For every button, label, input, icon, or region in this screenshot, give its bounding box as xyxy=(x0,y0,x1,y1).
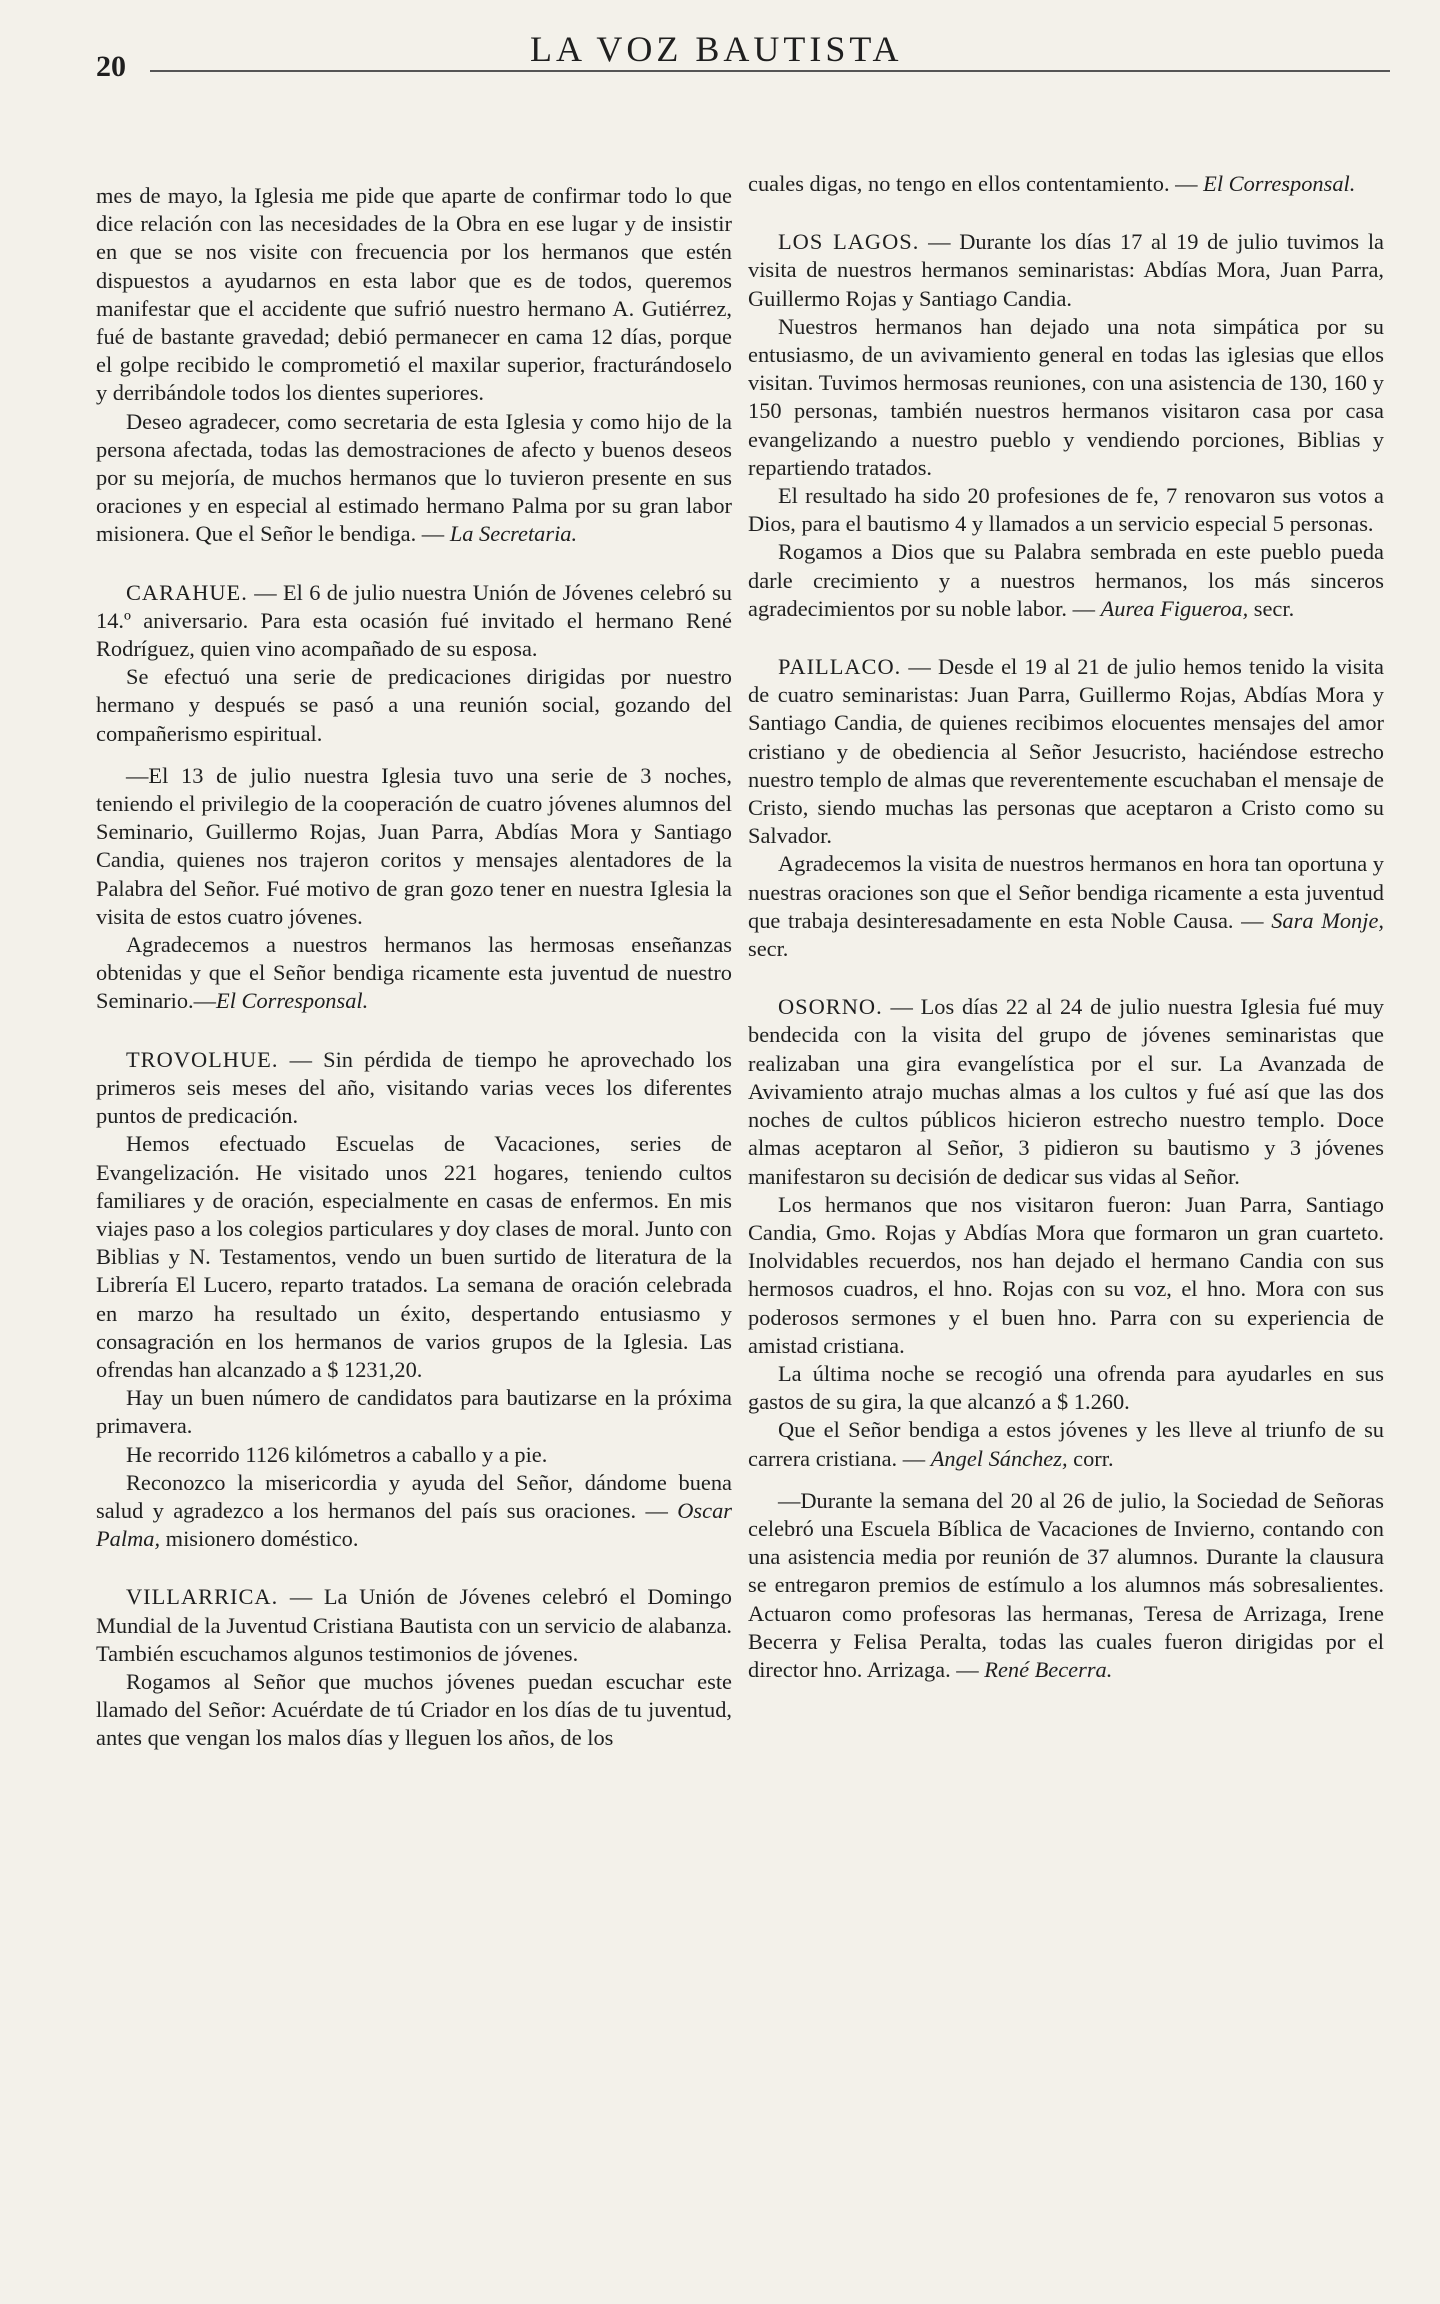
paragraph: mes de mayo, la Iglesia me pide que aparte de confirmar todo lo que dice relación con las necesidades de la Obra en ese lugar y de insistir en que se nos visite con frecuencia por los hermanos que estén dispuestos a ayudarnos en esta labor que es de todos, queremos manifestar que el accidente que sufrió nuestro hermano A. Gutiérrez, fué de bastante gravedad; debió permanecer en cama 12 días, porque el golpe recibido le comprometió el maxilar superior, fracturándoselo y derribándole todos los dientes superiores. xyxy=(96,183,732,406)
paragraph-text: Agradecemos a nuestros hermanos las hermosas enseñanzas obtenidas y que el Señor bendiga ricamente esta juventud de nuestro Seminario.— xyxy=(96,932,732,1014)
paragraph-text: — Sin pérdida de tiempo he aprovechado los primeros seis meses del año, visitando varias veces los diferentes puntos de predicación. xyxy=(96,1046,732,1129)
report-osorno xyxy=(748,993,1384,1190)
report-carahue xyxy=(96,579,732,664)
signature: El Corresponsal. xyxy=(1203,171,1356,196)
paragraph: Los hermanos que nos visitaron fueron: Juan Parra, Santiago Candia, Gmo. Rojas y Abdías Mora que formaron un gran cuarteto. Inolvidables recuerdos, nos han dejado el hermano Candia con sus hermosos cuadros, el hno. Rojas con su voz, el hno. Mora con sus poderosos sermones y el buen hno. Parra con su experiencia de amistad cristiana. xyxy=(748,1191,1384,1358)
paragraph-text: secr. xyxy=(748,936,789,962)
section-gap xyxy=(96,1016,732,1046)
place-heading: OSORNO. xyxy=(778,994,883,1020)
paragraph-gap xyxy=(96,748,732,762)
page-number: 20 xyxy=(96,50,126,83)
signature: Aurea Figueroa, xyxy=(1100,595,1249,621)
report-trovolhue xyxy=(96,1046,732,1131)
section-gap xyxy=(96,1553,732,1583)
paragraph: Se efectuó una serie de predicaciones dirigidas por nuestro hermano y después se pasó a una reunión social, gozando del compañerismo espiritual. xyxy=(96,664,732,746)
report-paillaco xyxy=(748,653,1384,850)
paragraph: Hemos efectuado Escuelas de Vacaciones, series de Evangelización. He visitado unos 221 hogares, teniendo cultos familiares y de oración, especialmente en casas de enfermos. En mis viajes paso a los colegios particulares y doy clases de moral. Junto con Biblias y N. Testamentos, vendo un buen surtido de literatura de la Librería El Lucero, reparto tratados. La semana de oración celebrada en marzo ha resultado un éxito, despertando entusiasmo y consagración en los hermanos de varios grupos de la Iglesia. Las ofrendas han alcanzado a $ 1231,20. xyxy=(96,1131,732,1382)
paragraph-text: — Los días 22 al 24 de julio nuestra Iglesia fué muy bendecida con la visita del grupo de jóvenes seminaristas que realizaban una gira evangelística por el sur. La Avanzada de Avivamiento atrajo muchas almas a los cultos y fué así que las dos noches de cultos públicos hicieron estrecho nuestro templo. Doce almas aceptaron al Señor, 3 pidieron su bautismo y 3 jóvenes manifestaron su decisión de dedicar sus vidas al Señor. xyxy=(748,994,1384,1189)
paragraph xyxy=(96,408,732,549)
paragraph xyxy=(96,931,732,1016)
signature: El Corresponsal. xyxy=(216,988,369,1014)
paragraph: Hay un buen número de candidatos para bautizarse en la próxima primavera. xyxy=(96,1385,732,1439)
paragraph xyxy=(748,170,1384,198)
paragraph-text: Rogamos a Dios que su Palabra sembrada en este pueblo pueda darle crecimiento y a nuestros hermanos, los más sinceros agradecimientos por su noble labor. — xyxy=(748,539,1384,621)
section-gap xyxy=(748,623,1384,653)
paragraph: —El 13 de julio nuestra Iglesia tuvo una serie de 3 noches, teniendo el privilegio de la cooperación de cuatro jóvenes alumnos del Seminario, Guillermo Rojas, Juan Parra, Abdías Mora y Santiago Candia, quienes nos trajeron coritos y mensajes alentadores de la Palabra del Señor. Fué motivo de gran gozo tener en nuestra Iglesia la visita de estos cuatro jóvenes. xyxy=(96,762,732,929)
paragraph xyxy=(748,850,1384,963)
paragraph-text: Reconozco la misericordia y ayuda del Señor, dándome buena salud y agradezco a los hermanos del país sus oraciones. — xyxy=(96,1469,732,1523)
signature: Sara Monje, xyxy=(1271,907,1384,933)
paragraph-text: —Durante la semana del 20 al 26 de julio, la Sociedad de Señoras celebró una Escuela Bíblica de Vacaciones de Invierno, contando con una asistencia media por reunión de 37 alumnos. Durante la clausura se entregaron premios de estímulo a los alumnos más sobresalientes. Actuaron como profesoras las hermanas, Teresa de Arrizaga, Irene Becerra y Felisa Peralta, todas las cuales fueron dirigidas por el director hno. Arrizaga. — xyxy=(748,1487,1384,1682)
paragraph-text: — Desde el 19 al 21 de julio hemos tenido la visita de cuatro seminaristas: Juan Parra, Guillermo Rojas, Abdías Mora y Santiago Candia, de quienes recibimos elocuentes mensajes del amor cristiano y de obediencia al Señor Jesucristo, haciéndose estrecho nuestro templo de almas que reverentemente escuchaban el mensaje de Cristo, siendo muchas las personas que aceptaron a Cristo como su Salvador. xyxy=(748,654,1384,849)
signature: La Secretaria. xyxy=(449,521,578,547)
paragraph-text: secr. xyxy=(1248,595,1295,621)
paragraph: Rogamos al Señor que muchos jóvenes puedan escuchar este llamado del Señor: Acuérdate de tú Criador en los días de tu juventud, antes que vengan los malos días y lleguen los años, de los xyxy=(96,1668,732,1751)
report-villarrica xyxy=(96,1583,732,1668)
place-heading: PAILLACO. xyxy=(778,654,902,680)
paragraph-text: — La Unión de Jóvenes celebró el Domingo Mundial de la Juventud Cristiana Bautista con un servicio de alabanza. También escuchamos algunos testimonios de jóvenes. xyxy=(96,1584,732,1666)
running-title: LA VOZ BAUTISTA xyxy=(530,29,903,69)
paragraph xyxy=(748,538,1384,623)
report-los-lagos xyxy=(748,228,1384,313)
paragraph-text: Deseo agradecer, como secretaria de esta Iglesia y como hijo de la persona afectada, todas las demostraciones de afecto y buenos deseos por su mejoría, de muchos hermanos que lo tuvieron presente en sus oraciones y en especial al estimado hermano Palma por su gran labor misionera. Que el Señor le bendiga. — xyxy=(96,408,732,547)
signature: Oscar Palma, xyxy=(96,1497,732,1552)
paragraph-text: cuales digas, no tengo en ellos contentamiento. — xyxy=(748,171,1204,196)
paragraph xyxy=(748,1487,1384,1684)
paragraph: La última noche se recogió una ofrenda para ayudarles en sus gastos de su gira, la que alcanzó a $ 1.260. xyxy=(748,1360,1384,1415)
right-column xyxy=(748,170,1384,1684)
paragraph-text: Agradecemos la visita de nuestros hermanos en hora tan oportuna y nuestras oraciones son que el Señor bendiga ricamente a esta juventud que trabaja desinteresadamente en esta Noble Causa. — xyxy=(748,851,1384,933)
paragraph-text: misionero doméstico. xyxy=(160,1526,359,1552)
paragraph-text: — Durante los días 17 al 19 de julio tuvimos la visita de nuestros hermanos seminaristas: Abdías Mora, Juan Parra, Guillermo Rojas y Santiago Candia. xyxy=(748,229,1384,311)
signature: Angel Sánchez, xyxy=(930,1445,1068,1471)
place-heading: LOS LAGOS. xyxy=(778,229,920,255)
paragraph-text: corr. xyxy=(1067,1445,1114,1471)
paragraph: He recorrido 1126 kilómetros a caballo y a pie. xyxy=(126,1441,548,1467)
signature: René Becerra. xyxy=(984,1656,1113,1682)
paragraph: El resultado ha sido 20 profesiones de fe, 7 renovaron sus votos a Dios, para el bautismo 4 y llamados a un servicio especial 5 personas. xyxy=(748,483,1384,537)
page-header xyxy=(0,0,1440,90)
paragraph xyxy=(748,1416,1384,1472)
place-heading: CARAHUE. xyxy=(126,579,248,605)
paragraph-gap xyxy=(748,1473,1384,1487)
place-heading: VILLARRICA. xyxy=(126,1584,279,1610)
left-column xyxy=(96,182,732,1753)
section-gap xyxy=(96,549,732,579)
paragraph-text: — El 6 de julio nuestra Unión de Jóvenes celebró su 14.º aniversario. Para esta ocasión fué invitado el hermano René Rodríguez, quien vino acompañado de su esposa. xyxy=(96,579,732,662)
section-gap xyxy=(748,963,1384,993)
paragraph-text: Que el Señor bendiga a estos jóvenes y les lleve al triunfo de su carrera cristiana. — xyxy=(748,1417,1384,1471)
place-heading: TROVOLHUE. xyxy=(126,1046,279,1072)
paragraph xyxy=(96,1469,732,1554)
section-gap xyxy=(748,198,1384,228)
paragraph: Nuestros hermanos han dejado una nota simpática por su entusiasmo, de un avivamiento general en todas las iglesias que ellos visitan. Tuvimos hermosas reuniones, con una asistencia de 130, 160 y 150 personas, también nuestros hermanos visitaron casa por casa evangelizando a nuestro pueblo y vendiendo porciones, Biblias y repartiendo tratados. xyxy=(748,313,1384,480)
header-rule xyxy=(150,70,1390,72)
